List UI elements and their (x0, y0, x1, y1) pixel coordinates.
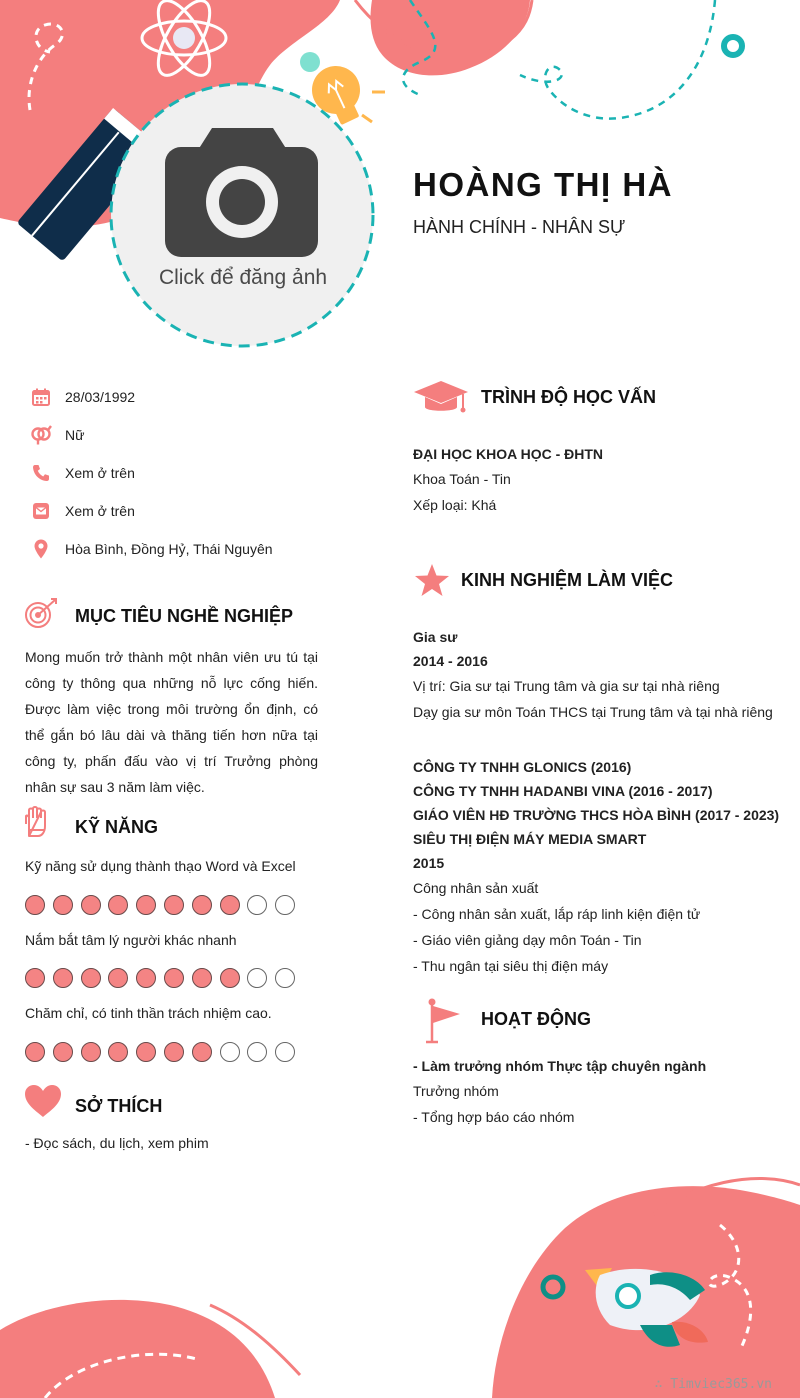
rating-dot-filled (220, 895, 240, 915)
rating-dot-filled (108, 895, 128, 915)
activity-line: Trưởng nhóm (413, 1083, 499, 1099)
info-address (30, 537, 273, 561)
hobbies-text: - Đọc sách, du lịch, xem phim (25, 1135, 209, 1151)
rating-dot-filled (53, 895, 73, 915)
activities-title: HOẠT ĐỘNG (481, 1009, 591, 1029)
rating-dot-filled (136, 895, 156, 915)
gender-icon (30, 424, 52, 446)
activity-line: - Tổng hợp báo cáo nhóm (413, 1109, 575, 1125)
exp-line: CÔNG TY TNHH GLONICS (2016) (413, 759, 632, 775)
education-grade: Xếp loại: Khá (413, 497, 497, 513)
graduation-cap-icon (413, 379, 469, 420)
rating-dot-filled (25, 968, 45, 988)
info-email (30, 499, 135, 523)
phone-value: Xem ở trên (65, 465, 135, 481)
exp-line: CÔNG TY TNHH HADANBI VINA (2016 - 2017) (413, 783, 713, 799)
rating-dot-empty (247, 1042, 267, 1062)
email-value: Xem ở trên (65, 503, 135, 519)
activity-line: - Làm trưởng nhóm Thực tập chuyên ngành (413, 1058, 707, 1074)
location-icon (30, 538, 52, 560)
address-value: Hòa Bình, Đồng Hỷ, Thái Nguyên (65, 541, 273, 557)
education-school: ĐẠI HỌC KHOA HỌC - ĐHTN (413, 446, 604, 462)
exp-line: - Công nhân sản xuất, lắp ráp linh kiện điện tử (413, 906, 701, 922)
rating-dot-filled (164, 1042, 184, 1062)
camera-icon (165, 128, 318, 257)
candidate-name: HOÀNG THỊ HÀ (413, 166, 673, 203)
objective-text: Mong muốn trở thành một nhân viên ưu tú tại công ty thông qua những nỗ lực cống hiến. Được làm việc trong môi trường ổn định, có thể gắn bó lâu dài và thăng tiến hơn nữa tại công ty, phấn đấu vào vị trí Trưởng phòng nhân sự sau 3 năm làm việc. (25, 649, 318, 795)
education-major: Khoa Toán - Tin (413, 471, 511, 487)
skill-rating (25, 968, 295, 988)
exp-line: Vị trí: Gia sư tại Trung tâm và gia sư tại nhà riêng (413, 678, 720, 694)
calendar-icon (30, 386, 52, 408)
skill-label: Kỹ năng sử dụng thành thạo Word và Excel (25, 858, 296, 874)
rating-dot-empty (275, 895, 295, 915)
phone-icon (30, 462, 52, 484)
education-title: TRÌNH ĐỘ HỌC VẤN (481, 387, 656, 407)
exp-line: 2014 - 2016 (413, 653, 488, 669)
hobbies-title: SỞ THÍCH (75, 1096, 163, 1116)
rating-dot-filled (136, 968, 156, 988)
watermark: ∴ Timviec365.vn (654, 1377, 772, 1392)
upload-photo-button[interactable]: Click để đăng ảnh (158, 266, 328, 289)
rating-dot-filled (136, 1042, 156, 1062)
heart-icon (24, 1084, 62, 1123)
skill-rating (25, 895, 295, 915)
exp-line: Dạy gia sư môn Toán THCS tại Trung tâm và tại nhà riêng (413, 704, 773, 720)
rating-dot-filled (81, 895, 101, 915)
info-birthdate (30, 385, 135, 409)
rating-dot-filled (53, 1042, 73, 1062)
rating-dot-filled (192, 895, 212, 915)
exp-line: SIÊU THỊ ĐIỆN MÁY MEDIA SMART (413, 831, 647, 847)
exp-line: - Giáo viên giảng dạy môn Toán - Tin (413, 932, 642, 948)
skill-label: Chăm chỉ, có tinh thần trách nhiệm cao. (25, 1005, 272, 1021)
rating-dot-filled (192, 968, 212, 988)
gender-value: Nữ (65, 427, 85, 443)
exp-line: - Thu ngân tại siêu thị điện máy (413, 958, 609, 974)
exp-line: 2015 (413, 855, 445, 871)
rating-dot-filled (108, 1042, 128, 1062)
info-phone (30, 461, 135, 485)
rating-dot-empty (275, 968, 295, 988)
exp-line: Gia sư (413, 629, 458, 645)
info-gender (30, 423, 84, 447)
rating-dot-filled (220, 968, 240, 988)
rating-dot-filled (81, 1042, 101, 1062)
rating-dot-filled (25, 1042, 45, 1062)
rating-dot-filled (164, 895, 184, 915)
rating-dot-empty (275, 1042, 295, 1062)
skill-label: Nắm bắt tâm lý người khác nhanh (25, 932, 237, 948)
exp-line: Công nhân sản xuất (413, 880, 539, 896)
hand-icon (24, 806, 48, 843)
job-position: HÀNH CHÍNH - NHÂN SỰ (413, 217, 626, 237)
email-icon (30, 500, 52, 522)
rating-dot-filled (164, 968, 184, 988)
target-icon (24, 598, 58, 635)
rating-dot-filled (81, 968, 101, 988)
skills-title: KỸ NĂNG (75, 817, 159, 837)
rating-dot-filled (25, 895, 45, 915)
exp-line: GIÁO VIÊN HĐ TRƯỜNG THCS HÒA BÌNH (2017 - 2023) (413, 807, 780, 823)
flag-icon (424, 998, 462, 1049)
rating-dot-filled (108, 968, 128, 988)
rating-dot-empty (247, 895, 267, 915)
rating-dot-filled (192, 1042, 212, 1062)
star-icon (414, 563, 450, 602)
birthdate-value: 28/03/1992 (65, 389, 136, 405)
rating-dot-filled (53, 968, 73, 988)
objective-title: MỤC TIÊU NGHỀ NGHIỆP (75, 606, 294, 626)
experience-title: KINH NGHIỆM LÀM VIỆC (461, 570, 674, 590)
rating-dot-empty (247, 968, 267, 988)
skill-rating (25, 1042, 295, 1062)
rating-dot-empty (220, 1042, 240, 1062)
